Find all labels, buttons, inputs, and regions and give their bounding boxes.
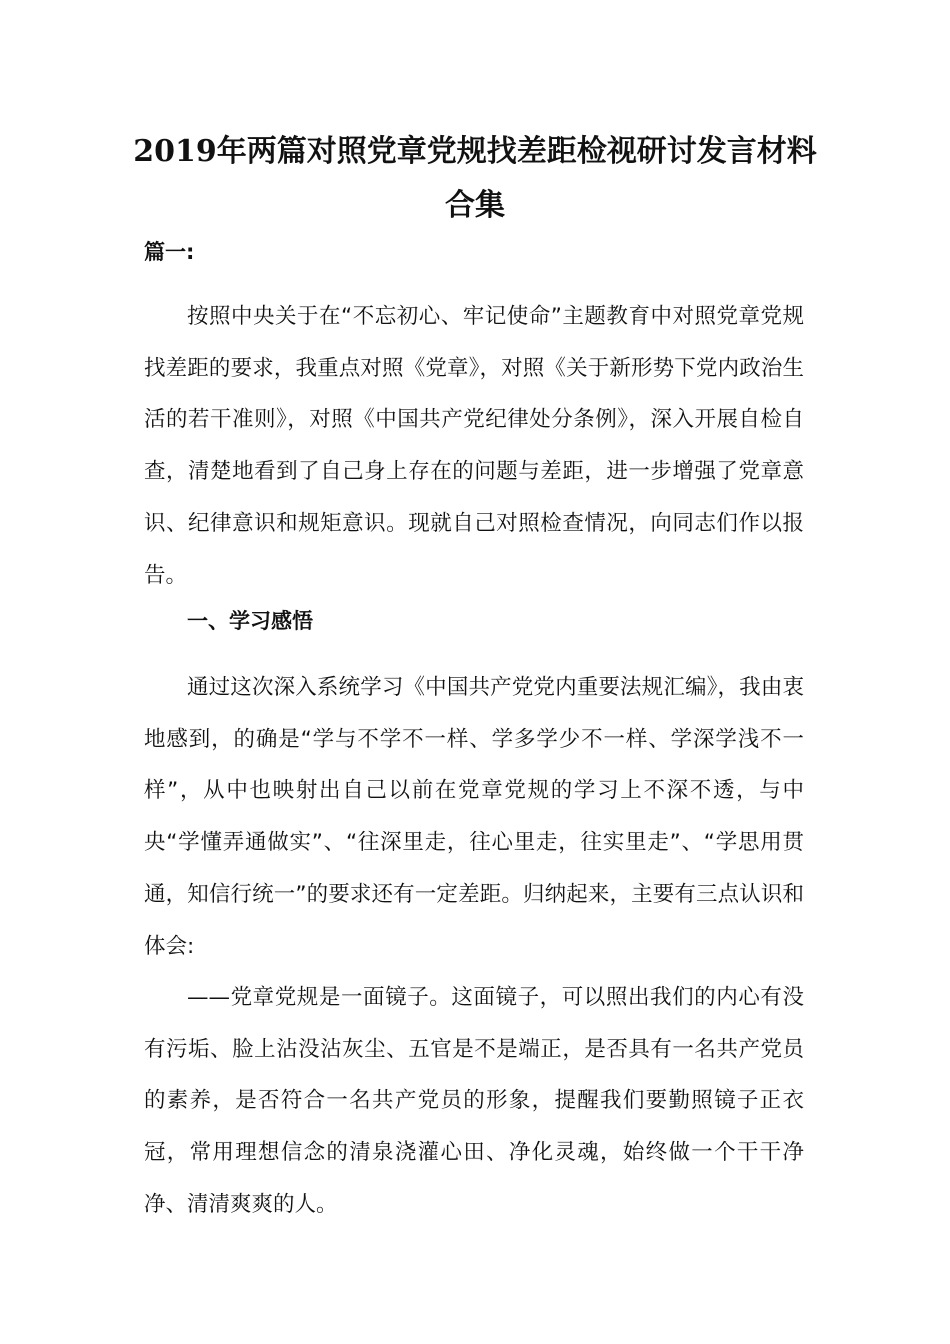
title-line-1: 2019年两篇对照党章党规找差距检视研讨发言材料 <box>133 134 817 169</box>
paragraph-study: 通过这次深入系统学习《中国共产党党内重要法规汇编》，我由衷地感到，的确是“学与不学不一样、学多学少不一样、学深学浅不一样”，从中也映射出自己以前在党章党规的学习上不深不透，与中央“学懂弄通做实”、“往深里走，往心里走，往实里走”、“学思用贯通，知信行统一”的要求还有一定差距。归纳起来，主要有三点认识和体会: <box>144 675 804 959</box>
section-label: 篇一: <box>144 240 195 264</box>
title-line-2: 合集 <box>445 188 505 223</box>
paragraph-intro: 按照中央关于在“不忘初心、牢记使命”主题教育中对照党章党规找差距的要求，我重点对照《党章》，对照《关于新形势下党内政治生活的若干准则》，对照《中国共产党纪律处分条例》，深入开展自检自查，清楚地看到了自己身上存在的问题与差距，进一步增强了党章意识、纪律意识和规矩意识。现就自己对照检查情况，向同志们作以报告。 <box>144 304 804 588</box>
document-title <box>120 125 830 233</box>
heading-study-insights: 一、学习感悟 <box>187 609 313 633</box>
paragraph-mirror: ——党章党规是一面镜子。这面镜子，可以照出我们的内心有没有污垢、脸上沾没沾灰尘、五官是不是端正，是否具有一名共产党员的素养，是否符合一名共产党员的形象，提醒我们要勤照镜子正衣冠，常用理想信念的清泉浇灌心田、净化灵魂，始终做一个干干净净、清清爽爽的人。 <box>144 985 804 1217</box>
